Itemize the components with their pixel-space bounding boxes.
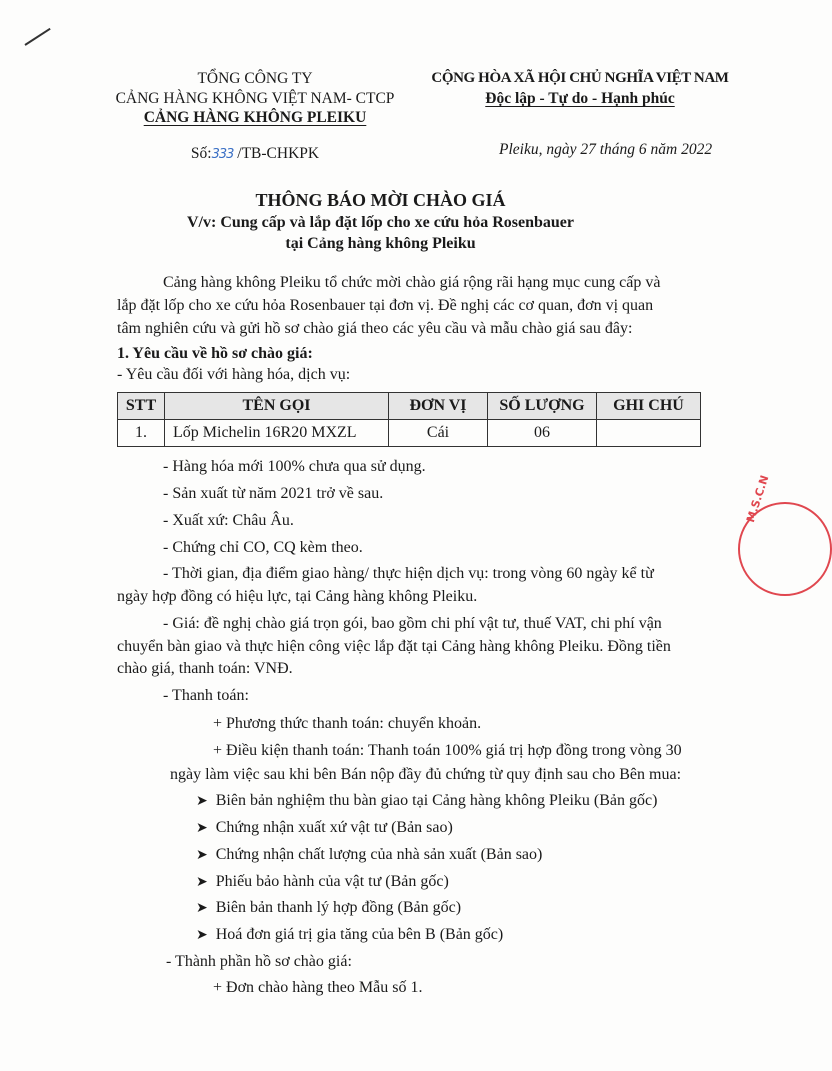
doc-list-item-text: Chứng nhận chất lượng của nhà sản xuất (Bản sao) bbox=[215, 846, 543, 863]
doc-list-item bbox=[196, 790, 657, 812]
chevron-right-icon: ➤ bbox=[196, 820, 208, 836]
org-name-text: CẢNG HÀNG KHÔNG PLEIKU bbox=[143, 109, 367, 126]
payment-method: + Phương thức thanh toán: chuyển khoản. bbox=[213, 715, 482, 732]
org-name bbox=[75, 109, 435, 127]
req-price-line3: chào giá, thanh toán: VNĐ. bbox=[117, 660, 293, 677]
national-motto bbox=[400, 90, 760, 108]
req-origin: - Xuất xứ: Châu Âu. bbox=[163, 512, 294, 529]
doc-list-item bbox=[196, 897, 461, 919]
req-certificates: - Chứng chỉ CO, CQ kèm theo. bbox=[163, 539, 363, 556]
chevron-right-icon: ➤ bbox=[196, 847, 208, 863]
chevron-right-icon: ➤ bbox=[196, 793, 208, 809]
col-header-name: TÊN GỌI bbox=[165, 393, 389, 420]
req-price-line2: chuyển bàn giao và thực hiện công việc lắp đặt tại Cảng hàng không Pleiku. Đồng tiền bbox=[117, 638, 671, 655]
intro-line1: Cảng hàng không Pleiku tổ chức mời chào giá rộng rãi hạng mục cung cấp và bbox=[163, 274, 661, 291]
doc-list-item bbox=[196, 817, 453, 839]
doc-list-item-text: Phiếu bảo hành của vật tư (Bản gốc) bbox=[215, 873, 449, 890]
table-row bbox=[118, 420, 701, 447]
doc-list-item-text: Hoá đơn giá trị gia tăng của bên B (Bản gốc) bbox=[215, 926, 504, 943]
payment-condition-line1: + Điều kiện thanh toán: Thanh toán 100% giá trị hợp đồng trong vòng 30 bbox=[213, 742, 682, 759]
doc-list-item-text: Biên bản thanh lý hợp đồng (Bản gốc) bbox=[215, 899, 462, 916]
national-motto-text: Độc lập - Tự do - Hạnh phúc bbox=[485, 90, 675, 107]
composition-label: - Thành phần hồ sơ chào giá: bbox=[166, 953, 352, 970]
req-manufacture-year: - Sản xuất từ năm 2021 trở về sau. bbox=[163, 485, 384, 502]
composition-item1: + Đơn chào hàng theo Mẫu số 1. bbox=[213, 979, 423, 996]
notice-title: THÔNG BÁO MỜI CHÀO GIÁ bbox=[255, 190, 506, 210]
doc-list-item-text: Biên bản nghiệm thu bàn giao tại Cảng hàng không Pleiku (Bản gốc) bbox=[215, 792, 658, 809]
payment-label: - Thanh toán: bbox=[163, 687, 249, 704]
chevron-right-icon: ➤ bbox=[196, 900, 208, 916]
national-title: CỘNG HÒA XÃ HỘI CHỦ NGHĨA VIỆT NAM bbox=[431, 70, 729, 86]
notice-subject-line1: V/v: Cung cấp và lắp đặt lốp cho xe cứu hỏa Rosenbauer bbox=[187, 214, 574, 231]
cell-unit: Cái bbox=[389, 420, 488, 447]
stamp-text: M.S.C.N bbox=[744, 473, 772, 525]
issue-date: Pleiku, ngày 27 tháng 6 năm 2022 bbox=[499, 141, 713, 158]
org-parent-line1: TỔNG CÔNG TY bbox=[197, 70, 313, 87]
col-header-stt: STT bbox=[118, 393, 165, 420]
cell-note bbox=[597, 420, 701, 447]
document-number bbox=[75, 145, 435, 163]
org-parent-line2: CẢNG HÀNG KHÔNG VIỆT NAM- CTCP bbox=[115, 90, 395, 107]
req-new-goods: - Hàng hóa mới 100% chưa qua sử dụng. bbox=[163, 458, 426, 475]
intro-line2: lắp đặt lốp cho xe cứu hỏa Rosenbauer tại đơn vị. Đề nghị các cơ quan, đơn vị quan bbox=[117, 297, 654, 314]
cell-quantity: 06 bbox=[488, 420, 597, 447]
doc-list-item bbox=[196, 924, 503, 946]
col-header-unit: ĐƠN VỊ bbox=[389, 393, 488, 420]
doc-list-item-text: Chứng nhận xuất xứ vật tư (Bản sao) bbox=[215, 819, 453, 836]
req-delivery-line2: ngày hợp đồng có hiệu lực, tại Cảng hàng không Pleiku. bbox=[117, 588, 478, 605]
doc-list-item bbox=[196, 844, 542, 866]
pen-mark bbox=[24, 28, 50, 46]
number-handwritten: 333 bbox=[211, 147, 234, 162]
doc-list-item bbox=[196, 871, 449, 893]
table-header-row bbox=[118, 393, 701, 420]
section1-heading: 1. Yêu cầu về hồ sơ chào giá: bbox=[117, 345, 313, 362]
col-header-note: GHI CHÚ bbox=[597, 393, 701, 420]
goods-requirements-label: - Yêu cầu đối với hàng hóa, dịch vụ: bbox=[117, 366, 351, 383]
cell-name: Lốp Michelin 16R20 MXZL bbox=[165, 420, 389, 447]
chevron-right-icon: ➤ bbox=[196, 874, 208, 890]
col-header-quantity: SỐ LƯỢNG bbox=[488, 393, 597, 420]
chevron-right-icon: ➤ bbox=[196, 927, 208, 943]
intro-line3: tâm nghiên cứu và gửi hồ sơ chào giá theo các yêu cầu và mẫu chào giá sau đây: bbox=[117, 320, 633, 337]
goods-table bbox=[117, 392, 701, 447]
req-delivery-line1: - Thời gian, địa điểm giao hàng/ thực hiện dịch vụ: trong vòng 60 ngày kể từ bbox=[163, 565, 654, 582]
payment-condition-line2: ngày làm việc sau khi bên Bán nộp đầy đủ chứng từ quy định sau cho Bên mua: bbox=[170, 766, 682, 783]
number-suffix: /TB-CHKPK bbox=[233, 145, 320, 162]
cell-stt: 1. bbox=[118, 420, 165, 447]
number-prefix: Số: bbox=[190, 145, 212, 162]
req-price-line1: - Giá: đề nghị chào giá trọn gói, bao gồm chi phí vật tư, thuế VAT, chi phí vận bbox=[163, 615, 662, 632]
notice-subject-line2: tại Cảng hàng không Pleiku bbox=[285, 235, 476, 252]
